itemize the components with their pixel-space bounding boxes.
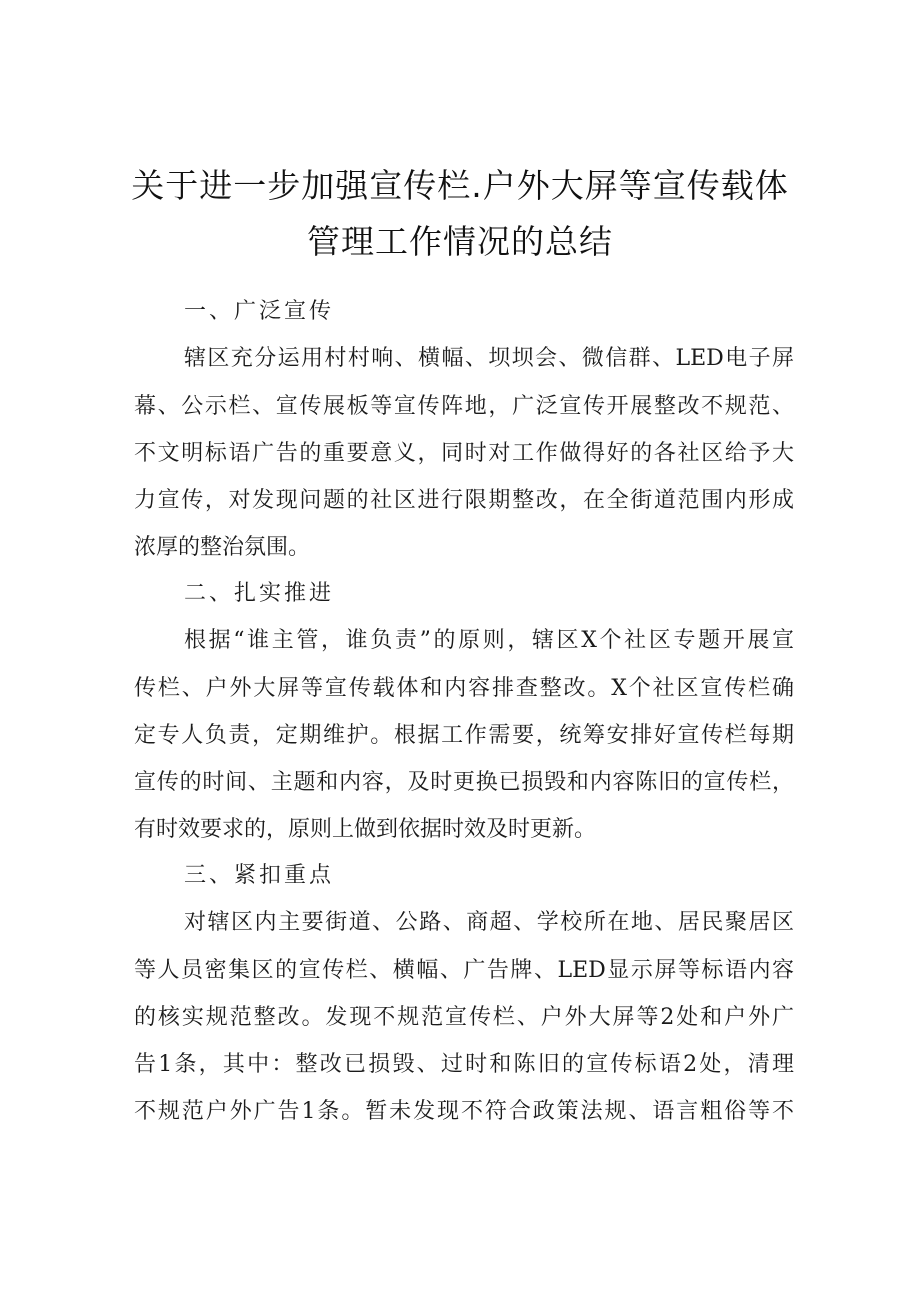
document-title-line-1: 关于进一步加强宣传栏.户外大屏等宣传载体 — [131, 166, 789, 205]
section-2-paragraph-line: 宣传的时间、主题和内容，及时更换已损毁和内容陈旧的宣传栏， — [134, 770, 794, 795]
section-3-heading: 三、紧扣重点 — [184, 863, 335, 888]
section-1-paragraph-line: 不文明标语广告的重要意义，同时对工作做得好的各社区给予大 — [134, 441, 794, 466]
section-1-paragraph-line: 力宣传，对发现问题的社区进行限期整改，在全街道范围内形成 — [134, 488, 794, 513]
section-3-paragraph-line: 不规范户外广告1条。暂未发现不符合政策法规、语言粗俗等不 — [134, 1099, 794, 1124]
document-title-line-2: 管理工作情况的总结 — [307, 222, 613, 261]
section-1-paragraph-line: 幕、公示栏、宣传展板等宣传阵地，广泛宣传开展整改不规范、 — [134, 394, 794, 419]
section-3-paragraph-line: 告1条，其中：整改已损毁、过时和陈旧的宣传标语2处，清理 — [134, 1052, 794, 1077]
section-2-heading: 二、扎实推进 — [184, 581, 335, 606]
section-1-paragraph-line: 浓厚的整治氛围。 — [134, 535, 311, 560]
section-3-paragraph-line: 对辖区内主要街道、公路、商超、学校所在地、居民聚居区 — [184, 910, 794, 935]
section-3-paragraph-line: 等人员密集区的宣传栏、横幅、广告牌、LED显示屏等标语内容 — [134, 958, 794, 983]
section-1-heading: 一、广泛宣传 — [184, 299, 335, 324]
section-2-paragraph-line: 定专人负责，定期维护。根据工作需要，统筹安排好宣传栏每期 — [134, 723, 794, 748]
section-2-paragraph-line: 有时效要求的，原则上做到依据时效及时更新。 — [134, 817, 597, 842]
section-1-paragraph-line: 辖区充分运用村村响、横幅、坝坝会、微信群、LED电子屏 — [184, 346, 794, 371]
section-3-paragraph-line: 的核实规范整改。发现不规范宣传栏、户外大屏等2处和户外广 — [134, 1005, 794, 1030]
section-2-paragraph-line: 根据“谁主管，谁负责”的原则，辖区X个社区专题开展宣 — [184, 628, 794, 653]
section-2-paragraph-line: 传栏、户外大屏等宣传载体和内容排查整改。X个社区宣传栏确 — [134, 676, 794, 701]
